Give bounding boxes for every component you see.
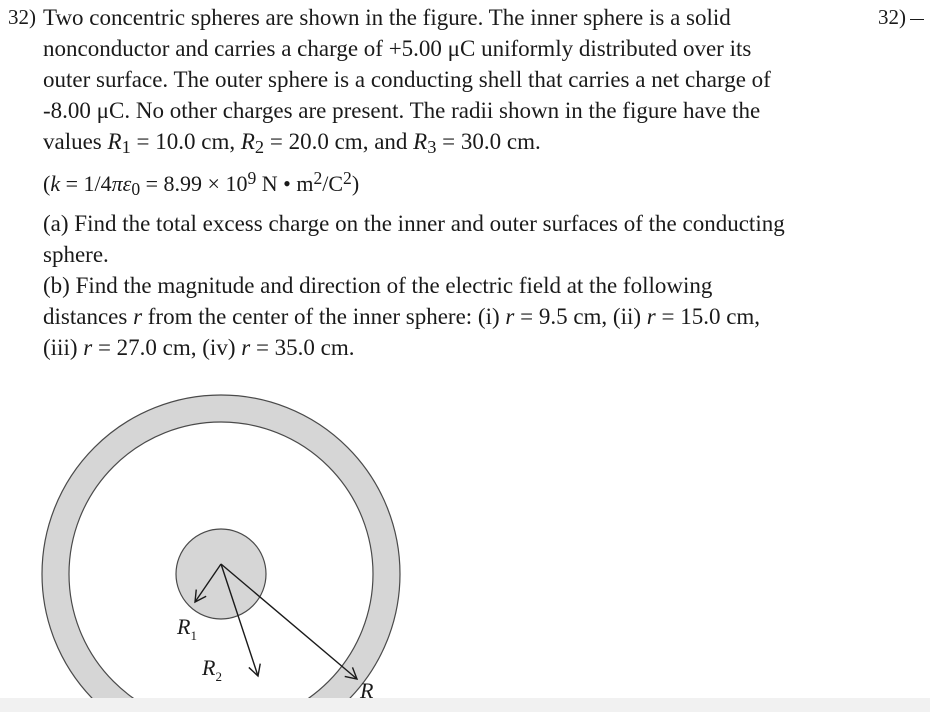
const-units: N • m bbox=[256, 171, 314, 196]
r-symbol: r bbox=[241, 335, 251, 360]
r1-value: = 10.0 cm, bbox=[130, 129, 241, 154]
coulomb-unit: /C bbox=[322, 171, 344, 196]
r2-symbol: R bbox=[240, 129, 255, 154]
r-symbol: r bbox=[646, 304, 656, 329]
part-a-line-1: (a) Find the total excess charge on the inner and outer surfaces of the conducting bbox=[43, 211, 785, 236]
bottom-band bbox=[0, 698, 930, 712]
k-symbol: k bbox=[50, 171, 61, 196]
problem-text bbox=[43, 2, 863, 363]
const-close-paren: ) bbox=[351, 171, 360, 196]
answer-blank[interactable] bbox=[910, 19, 924, 20]
part-b-text: = 27.0 cm, (iv) bbox=[92, 335, 242, 360]
r-symbol: r bbox=[505, 304, 515, 329]
intro-line-2: nonconductor and carries a charge of +5.00 μC uniformly distributed over its bbox=[43, 36, 752, 61]
part-b-line-2 bbox=[43, 301, 863, 332]
r3-symbol: R bbox=[413, 129, 428, 154]
question-number: 32) bbox=[8, 5, 36, 29]
part-b-text: (iii) bbox=[43, 335, 84, 360]
const-eq: = 1/4 bbox=[60, 171, 112, 196]
r2-label: $R_2$ bbox=[202, 655, 222, 684]
intro-line-1: Two concentric spheres are shown in the figure. The inner sphere is a solid bbox=[43, 5, 731, 30]
r-symbol: r bbox=[133, 304, 143, 329]
intro-line-4: -8.00 μC. No other charges are present. The radii shown in the figure have the bbox=[43, 98, 761, 123]
concentric-spheres-figure bbox=[40, 385, 420, 698]
part-b-text: from the center of the inner sphere: (i) bbox=[142, 304, 506, 329]
part-b-line-1: (b) Find the magnitude and direction of the electric field at the following bbox=[43, 273, 713, 298]
const-open-paren: ( bbox=[43, 171, 51, 196]
coulomb-exponent: 2 bbox=[343, 167, 352, 188]
part-b-text: = 9.5 cm, (ii) bbox=[514, 304, 647, 329]
epsilon-subscript: 0 bbox=[131, 178, 141, 199]
r-symbol: r bbox=[83, 335, 93, 360]
answer-slot bbox=[878, 2, 924, 33]
r3-subscript: 3 bbox=[427, 137, 437, 158]
part-b-text: = 15.0 cm, bbox=[655, 304, 761, 329]
r1-symbol: R bbox=[107, 129, 122, 154]
intro-line-3: outer surface. The outer sphere is a conducting shell that carries a net charge of bbox=[43, 67, 771, 92]
r3-value: = 30.0 cm. bbox=[436, 129, 541, 154]
const-exponent: 9 bbox=[247, 167, 257, 188]
answer-question-number: 32) bbox=[878, 5, 906, 29]
part-b-line-3 bbox=[43, 332, 863, 363]
r1-label: $R_1$ bbox=[177, 614, 197, 643]
inner-sphere bbox=[176, 529, 266, 619]
pi-epsilon: πε bbox=[111, 171, 132, 196]
part-b-text: = 35.0 cm. bbox=[250, 335, 355, 360]
part-b-text: distances bbox=[43, 304, 134, 329]
part-a-line-2: sphere. bbox=[43, 242, 109, 267]
r1-subscript: 1 bbox=[121, 137, 131, 158]
coulomb-constant bbox=[43, 168, 863, 201]
const-value: = 8.99 × 10 bbox=[140, 171, 248, 196]
r3-label: R bbox=[360, 678, 374, 698]
r2-subscript: 2 bbox=[254, 137, 265, 158]
meter-exponent: 2 bbox=[313, 167, 323, 188]
r2-value: = 20.0 cm, and bbox=[264, 129, 414, 154]
radii-prefix: values bbox=[43, 129, 108, 154]
radii-line bbox=[43, 126, 863, 159]
